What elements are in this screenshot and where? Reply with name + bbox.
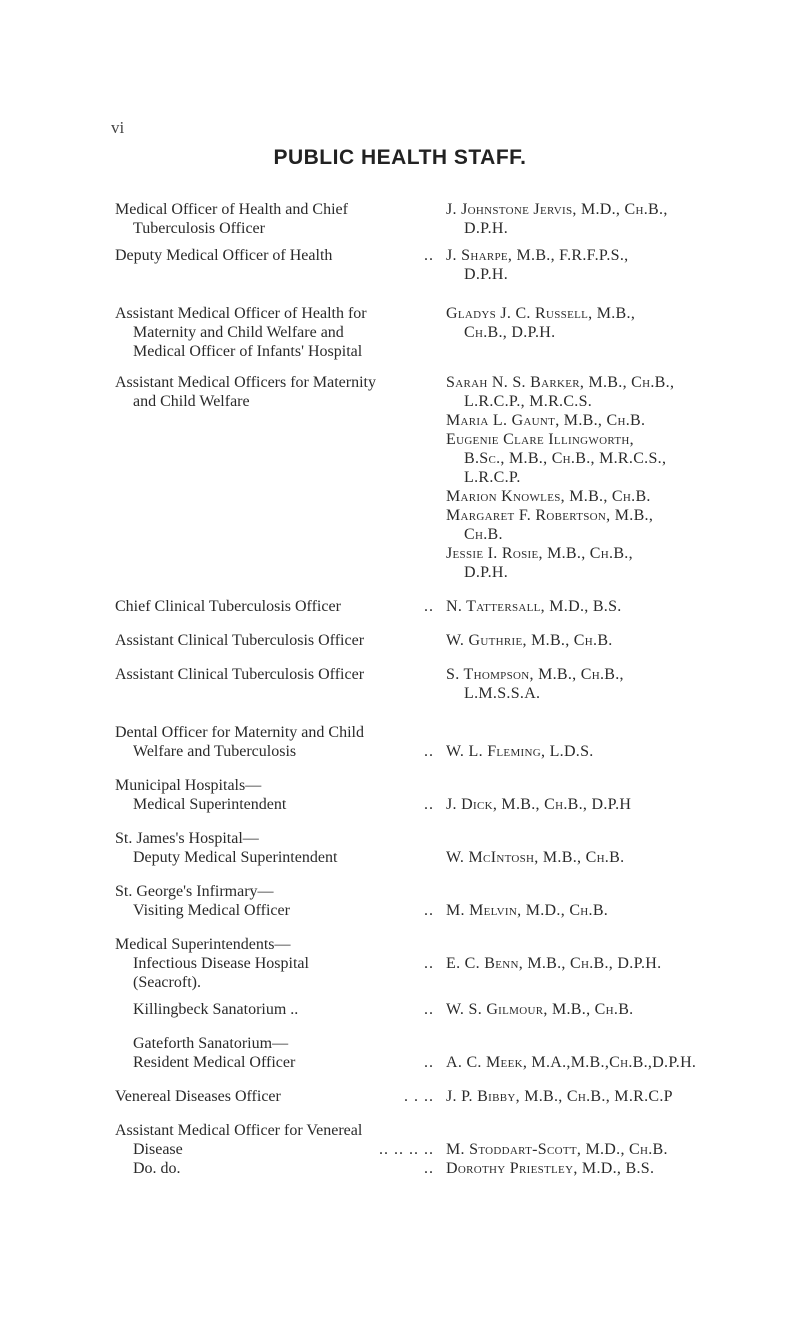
position-text: Assistant Medical Officer of Health for	[115, 305, 367, 322]
officer-name-line: J. P. Bibby, M.B., Ch.B., M.R.C.P	[446, 1088, 673, 1105]
position-title	[115, 304, 446, 361]
staff-entry	[115, 246, 755, 284]
position-text: Deputy Medical Officer of Health	[115, 247, 333, 264]
leader-dots: ..	[424, 796, 434, 813]
officer-name-line	[446, 829, 755, 848]
officer-name-line: J. Johnstone Jervis, M.D., Ch.B.,	[446, 201, 668, 218]
position-line	[115, 776, 436, 795]
officer-names	[446, 776, 755, 814]
officer-names	[446, 1034, 755, 1072]
position-line	[115, 665, 436, 684]
position-title	[115, 776, 446, 814]
position-line	[115, 631, 436, 650]
position-line	[115, 1053, 436, 1072]
leader-dots: ..	[424, 955, 434, 972]
officer-name-line: Dorothy Priestley, M.D., B.S.	[446, 1160, 655, 1177]
position-line	[115, 342, 436, 361]
officer-name-line: Ch.B., D.P.H.	[464, 324, 556, 341]
position-text: Medical Officer of Health and Chief	[115, 201, 348, 218]
officer-names	[446, 1087, 755, 1106]
position-line	[115, 200, 436, 219]
officer-name-line: N. Tattersall, M.D., B.S.	[446, 598, 622, 615]
staff-entry	[115, 776, 755, 814]
officer-name-line: B.Sc., M.B., Ch.B., M.R.C.S.,	[464, 450, 667, 467]
position-title	[115, 829, 446, 867]
position-text: Welfare and Tuberculosis	[133, 743, 297, 760]
position-text: Assistant Clinical Tuberculosis Officer	[115, 666, 365, 683]
staff-entry	[115, 829, 755, 867]
staff-list	[115, 200, 755, 1178]
position-title	[115, 200, 446, 238]
staff-entry	[115, 1121, 755, 1159]
position-line	[115, 1140, 436, 1159]
page-number: vi	[111, 118, 125, 137]
position-title	[115, 631, 446, 650]
officer-names	[446, 1121, 755, 1159]
position-title	[115, 246, 446, 284]
position-text: St. James's Hospital—	[115, 830, 259, 847]
officer-name-line	[446, 882, 755, 901]
position-text: Municipal Hospitals—	[115, 777, 262, 794]
staff-entry	[115, 882, 755, 920]
position-line	[115, 1121, 436, 1140]
position-text: Resident Medical Officer	[133, 1054, 296, 1071]
leader-dots: ..	[424, 902, 434, 919]
position-line	[115, 742, 436, 761]
position-line	[115, 392, 436, 411]
staff-entry	[115, 1159, 755, 1178]
officer-name-line: S. Thompson, M.B., Ch.B.,	[446, 666, 624, 683]
position-text: Maternity and Child Welfare and	[133, 324, 344, 341]
position-line	[115, 323, 436, 342]
officer-names	[446, 1159, 755, 1178]
officer-names	[446, 935, 755, 992]
leader-dots: ..	[424, 598, 434, 615]
officer-names	[446, 723, 755, 761]
position-text: and Child Welfare	[133, 393, 250, 410]
position-title	[115, 373, 446, 582]
position-line	[115, 901, 436, 920]
position-text: Medical Superintendent	[133, 796, 287, 813]
position-text: Infectious Disease Hospital	[133, 955, 309, 972]
officer-name-line: M. Melvin, M.D., Ch.B.	[446, 902, 609, 919]
position-title	[115, 597, 446, 616]
officer-name-line: D.P.H.	[464, 266, 509, 283]
position-text: Deputy Medical Superintendent	[133, 849, 338, 866]
position-line	[115, 373, 436, 392]
officer-name-line: Maria L. Gaunt, M.B., Ch.B.	[446, 412, 646, 429]
leader-dots: ..	[424, 1054, 434, 1071]
position-line	[115, 597, 436, 616]
position-text: Assistant Medical Officers for Maternity	[115, 374, 376, 391]
staff-entry	[115, 1087, 755, 1106]
officer-name-line	[446, 723, 755, 742]
position-text: Assistant Medical Officer for Venereal	[115, 1122, 363, 1139]
position-text: Venereal Diseases Officer	[115, 1088, 281, 1105]
officer-name-line: L.M.S.S.A.	[464, 685, 541, 702]
position-title	[115, 1121, 446, 1159]
position-line	[115, 1159, 436, 1178]
officer-name-line: L.R.C.P., M.R.C.S.	[464, 393, 593, 410]
officer-name-line: Ch.B.	[464, 526, 503, 543]
position-text: Do. do.	[133, 1160, 181, 1177]
staff-entry	[115, 1000, 755, 1019]
officer-names	[446, 631, 755, 650]
staff-entry	[115, 935, 755, 992]
position-text: Killingbeck Sanatorium ..	[133, 1001, 299, 1018]
officer-names	[446, 829, 755, 867]
officer-name-line: A. C. Meek, M.A.,M.B.,Ch.B.,D.P.H.	[446, 1054, 697, 1071]
position-text: Medical Superintendents—	[115, 936, 291, 953]
leader-dots: ..	[424, 247, 434, 264]
leader-dots: ..	[424, 743, 434, 760]
officer-name-line	[446, 1121, 755, 1140]
position-text: Visiting Medical Officer	[133, 902, 290, 919]
officer-names	[446, 882, 755, 920]
officer-name-line	[446, 1034, 755, 1053]
position-title	[115, 1000, 446, 1019]
staff-entry	[115, 1034, 755, 1072]
officer-name-line: Eugenie Clare Illingworth,	[446, 431, 634, 448]
officer-name-line: D.P.H.	[464, 220, 509, 237]
officer-name-line: Margaret F. Robertson, M.B.,	[446, 507, 654, 524]
position-line	[115, 829, 436, 848]
officer-name-line: E. C. Benn, M.B., Ch.B., D.P.H.	[446, 955, 662, 972]
officer-name-line: Sarah N. S. Barker, M.B., Ch.B.,	[446, 374, 675, 391]
officer-names	[446, 1000, 755, 1019]
officer-name-line: J. Dick, M.B., Ch.B., D.P.H	[446, 796, 632, 813]
page-title: PUBLIC HEALTH STAFF.	[273, 146, 527, 169]
leader-dots: ..	[424, 1001, 434, 1018]
position-text: Assistant Clinical Tuberculosis Officer	[115, 632, 365, 649]
leader-dots: .. .. .. ..	[379, 1141, 434, 1158]
officer-names	[446, 246, 755, 284]
position-text: Gateforth Sanatorium—	[133, 1035, 289, 1052]
position-text: St. George's Infirmary—	[115, 883, 274, 900]
officer-name-line: J. Sharpe, M.B., F.R.F.P.S.,	[446, 247, 629, 264]
position-text: Dental Officer for Maternity and Child	[115, 724, 364, 741]
officer-name-line	[446, 935, 755, 954]
position-text: Chief Clinical Tuberculosis Officer	[115, 598, 341, 615]
officer-name-line: Marion Knowles, M.B., Ch.B.	[446, 488, 651, 505]
position-line	[115, 304, 436, 323]
officer-names	[446, 373, 755, 582]
position-line	[115, 723, 436, 742]
position-line	[115, 795, 436, 814]
officer-name-line: W. L. Fleming, L.D.S.	[446, 743, 594, 760]
officer-name-line: D.P.H.	[464, 564, 509, 581]
officer-name-line: W. McIntosh, M.B., Ch.B.	[446, 849, 625, 866]
officer-name-line: Jessie I. Rosie, M.B., Ch.B.,	[446, 545, 633, 562]
staff-entry	[115, 597, 755, 616]
officer-name-line: Gladys J. C. Russell, M.B.,	[446, 305, 636, 322]
officer-name-line: W. Guthrie, M.B., Ch.B.	[446, 632, 613, 649]
position-title	[115, 935, 446, 992]
officer-name-line	[446, 776, 755, 795]
position-text: Tuberculosis Officer	[133, 220, 265, 237]
position-text: Medical Officer of Infants' Hospital	[133, 343, 363, 360]
staff-entry	[115, 723, 755, 761]
position-title	[115, 665, 446, 703]
position-text: Disease	[133, 1141, 183, 1158]
position-line	[115, 1000, 436, 1019]
position-title	[115, 1034, 446, 1072]
staff-entry	[115, 200, 755, 238]
position-line	[115, 1087, 436, 1106]
position-title	[115, 723, 446, 761]
position-title	[115, 1159, 446, 1178]
staff-entry	[115, 665, 755, 703]
officer-name-line: M. Stoddart-Scott, M.D., Ch.B.	[446, 1141, 668, 1158]
position-line	[115, 246, 436, 265]
position-line	[115, 973, 436, 992]
position-line	[115, 1034, 436, 1053]
position-title	[115, 882, 446, 920]
officer-names	[446, 304, 755, 361]
officer-name-line: L.R.C.P.	[464, 469, 521, 486]
leader-dots: ..	[424, 1160, 434, 1177]
position-line	[115, 882, 436, 901]
leader-dots: . . ..	[404, 1088, 434, 1105]
position-text: (Seacroft).	[133, 974, 201, 991]
staff-entry	[115, 304, 755, 361]
position-line	[115, 935, 436, 954]
position-line	[115, 954, 436, 973]
position-line	[115, 848, 436, 867]
officer-names	[446, 597, 755, 616]
officer-name-line: W. S. Gilmour, M.B., Ch.B.	[446, 1001, 634, 1018]
officer-names	[446, 200, 755, 238]
staff-entry	[115, 373, 755, 582]
position-title	[115, 1087, 446, 1106]
officer-names	[446, 665, 755, 703]
position-line	[115, 219, 436, 238]
staff-entry	[115, 631, 755, 650]
